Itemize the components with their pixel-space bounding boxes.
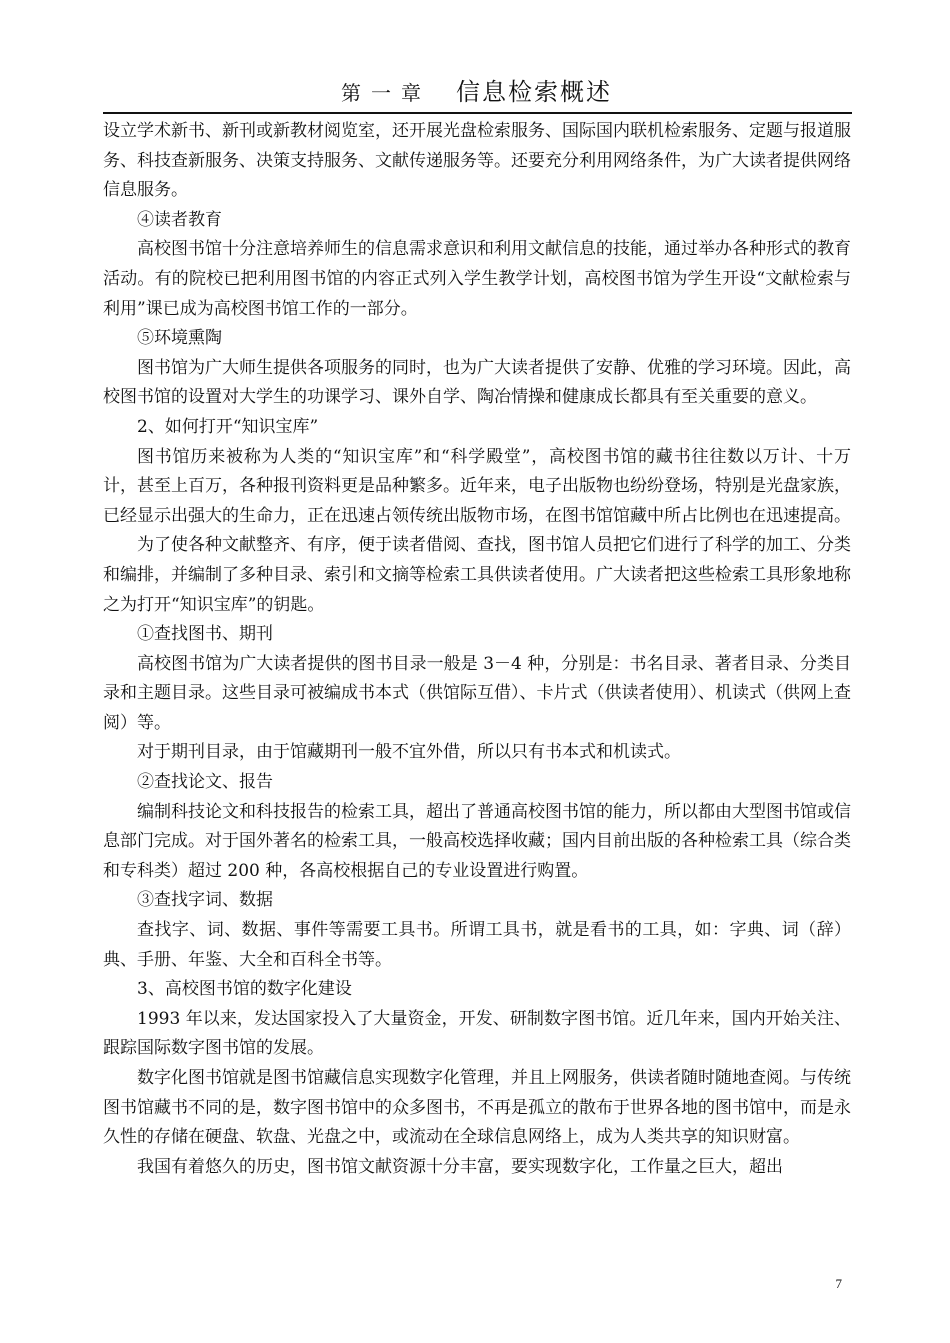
paragraph: 3、高校图书馆的数字化建设	[137, 979, 352, 1000]
page-number: 7	[835, 1276, 842, 1291]
paragraph: 编制科技论文和科技报告的检索工具，超出了普通高校图书馆的能力，所以都由大型图书馆或信息部门完成。对于国外著名的检索工具，一般高校选择收藏；国内目前出版的各种检索工具（综合类和专科类）超过 200 种，各高校根据自己的专业设置进行购置。	[103, 801, 851, 881]
paragraph: 为了使各种文献整齐、有序，便于读者借阅、查找，图书馆人员把它们进行了科学的加工、分类和编排，并编制了多种目录、索引和文摘等检索工具供读者使用。广大读者把这些检索工具形象地称之为打开“知识宝库”的钥匙。	[103, 535, 851, 615]
chapter-label: 第一章	[340, 81, 431, 105]
paragraph: 图书馆历来被称为人类的“知识宝库”和“科学殿堂”，高校图书馆的藏书往往数以万计、十万计，甚至上百万，各种报刊资料更是品种繁多。近年来，电子出版物也纷纷登场，特别是光盘家族，已经显示出强大的生命力，正在迅速占领传统出版物市场，在图书馆馆藏中所占比例也在迅速提高。	[103, 446, 851, 526]
paragraph: ③查找字词、数据	[137, 890, 273, 911]
chapter-title: 信息检索概述	[456, 78, 613, 106]
paragraph: ④读者教育	[137, 209, 222, 230]
header-rule	[103, 112, 852, 114]
paragraph: 对于期刊目录，由于馆藏期刊一般不宜外借，所以只有书本式和机读式。	[137, 742, 681, 763]
paragraph: 我国有着悠久的历史，图书馆文献资源十分丰富，要实现数字化，工作量之巨大，超出	[137, 1156, 783, 1177]
paragraph: 图书馆为广大师生提供各项服务的同时，也为广大读者提供了安静、优雅的学习环境。因此，高校图书馆的设置对大学生的功课学习、课外自学、陶冶情操和健康成长都具有至关重要的意义。	[103, 357, 851, 408]
paragraph: ①查找图书、期刊	[137, 624, 273, 645]
paragraph: 1993 年以来，发达国家投入了大量资金，开发、研制数字图书馆。近几年来，国内开始关注、跟踪国际数字图书馆的发展。	[103, 1008, 851, 1059]
paragraph: 高校图书馆为广大读者提供的图书目录一般是 3－4 种，分别是：书名目录、著者目录、分类目录和主题目录。这些目录可被编成书本式（供馆际互借）、卡片式（供读者使用）、机读式（供网上查阅）等。	[103, 653, 851, 733]
paragraph: ⑤环境熏陶	[137, 328, 222, 349]
paragraph: ②查找论文、报告	[137, 772, 273, 793]
paragraph: 高校图书馆十分注意培养师生的信息需求意识和利用文献信息的技能，通过举办各种形式的教育活动。有的院校已把利用图书馆的内容正式列入学生教学计划，高校图书馆为学生开设“文献检索与利用”课已成为高校图书馆工作的一部分。	[103, 239, 851, 319]
body-text	[103, 117, 851, 1182]
paragraph: 2、如何打开“知识宝库”	[137, 416, 319, 437]
paragraph: 查找字、词、数据、事件等需要工具书。所谓工具书，就是看书的工具，如：字典、词（辞）典、手册、年鉴、大全和百科全书等。	[103, 920, 851, 970]
paragraph: 设立学术新书、新刊或新教材阅览室，还开展光盘检索服务、国际国内联机检索服务、定题与报道服务、科技查新服务、决策支持服务、文献传递服务等。还要充分利用网络条件，为广大读者提供网络信息服务。	[103, 121, 851, 201]
paragraph: 数字化图书馆就是图书馆藏信息实现数字化管理，并且上网服务，供读者随时随地查阅。与传统图书馆藏书不同的是，数字图书馆中的众多图书，不再是孤立的散布于世界各地的图书馆中，而是永久性的存储在硬盘、软盘、光盘之中，或流动在全球信息网络上，成为人类共享的知识财富。	[103, 1068, 851, 1148]
page-header	[103, 72, 850, 112]
